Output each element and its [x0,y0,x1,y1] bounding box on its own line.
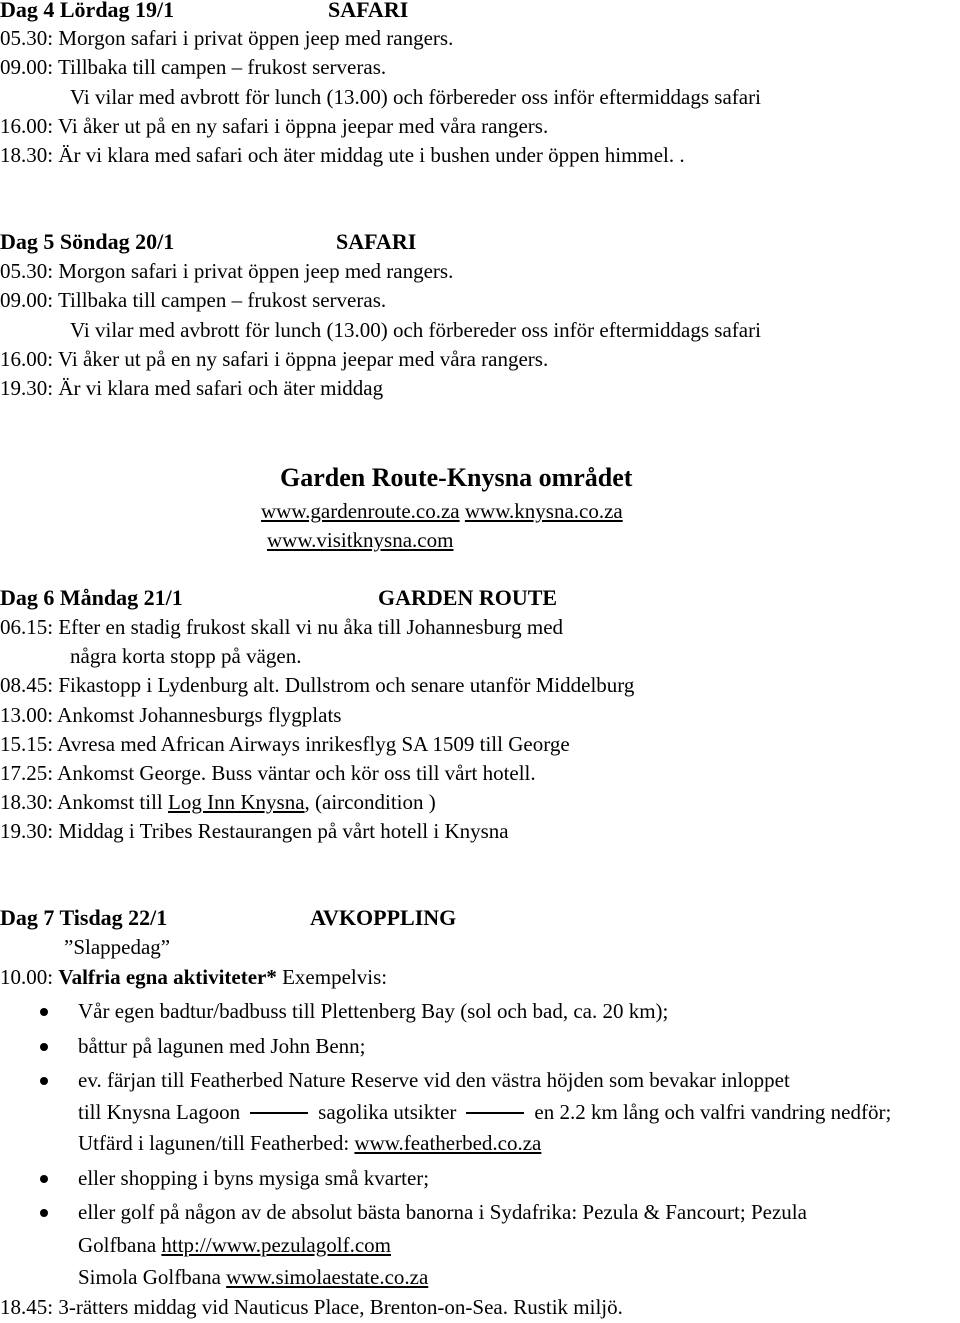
day4-line-2: 09.00: Tillbaka till campen – frukost serveras. [0,55,387,79]
bullet-1 [40,1008,48,1016]
day6-line-8: 19.30: Middag i Tribes Restaurangen på vårt hotell i Knysna [0,819,509,843]
bullet-3 [40,1077,48,1085]
day6-line-7-pre: 18.30: Ankomst till [0,790,169,814]
b3-text-a: till Knysna Lagoon [78,1100,241,1124]
day5-heading-tag: SAFARI [336,229,417,254]
day7-subtitle: ”Slappedag” [64,935,171,959]
bullet-item-1: Vår egen badtur/badbuss till Plettenberg Bay (sol och bad, ca. 20 km); [78,999,669,1023]
day7-activities-line [0,965,387,989]
bullet-2 [40,1043,48,1051]
day4-heading-day: Dag 4 Lördag 19/1 [0,0,175,22]
day6-line-1: 06.15: Efter en stadig frukost skall vi nu åka till Johannesburg med [0,615,564,639]
em-dash-2 [466,1112,524,1114]
day4-line-1: 05.30: Morgon safari i privat öppen jeep med rangers. [0,26,454,50]
day4-line-4: 16.00: Vi åker ut på en ny safari i öppna jeepar med våra rangers. [0,114,549,138]
bullet-item-2: båttur på lagunen med John Benn; [78,1034,366,1058]
b5-l3-pre: Simola Golfbana [78,1265,227,1289]
bullet-item-5-line-1: eller golf på någon av de absolut bästa banorna i Sydafrika: Pezula & Fancourt; Pezula [78,1200,807,1224]
day5-line-4: 16.00: Vi åker ut på en ny safari i öppna jeepar med våra rangers. [0,347,549,371]
b5-l2-pre: Golfbana [78,1233,162,1257]
day5-line-5: 19.30: Är vi klara med safari och äter middag [0,376,384,400]
day5-heading-day: Dag 5 Söndag 20/1 [0,229,175,254]
day4-line-3: Vi vilar med avbrott för lunch (13.00) och förbereder oss inför eftermiddags safari [70,85,761,109]
day6-line-7 [0,790,436,814]
day5-line-2: 09.00: Tillbaka till campen – frukost serveras. [0,288,387,312]
day6-heading-tag: GARDEN ROUTE [378,585,558,610]
bullet-item-3-line-1: ev. färjan till Featherbed Nature Reserve vid den västra höjden som bevakar inloppet [78,1068,790,1092]
day4-heading [0,0,174,22]
garden-route-title: Garden Route-Knysna området [280,463,633,492]
b3-text-c: en 2.2 km lång och valfri vandring nedför; [534,1100,892,1124]
day6-line-5: 15.15: Avresa med African Airways inrikesflyg SA 1509 till George [0,732,570,756]
day5-line-1: 05.30: Morgon safari i privat öppen jeep med rangers. [0,259,454,283]
bullet-item-3-line-3 [78,1131,541,1155]
em-dash-1 [250,1112,308,1114]
visitknysna-link[interactable]: www.visitknysna.com [267,528,454,552]
bullet-item-5-line-2 [78,1233,391,1257]
day7-heading-day: Dag 7 Tisdag 22/1 [0,905,168,930]
bullet-item-3-line-2 [78,1100,891,1124]
day4-heading-tag: SAFARI [328,0,409,22]
log-inn-knysna-link[interactable]: Log Inn Knysna [168,790,305,814]
day4-line-5: 18.30: Är vi klara med safari och äter middag ute i bushen under öppen himmel. . [0,143,685,167]
bullet-4 [40,1175,48,1183]
pezulagolf-link[interactable]: http://www.pezulagolf.com [161,1233,391,1257]
day6-line-2: några korta stopp på vägen. [70,644,302,668]
day7-last-line: 18.45: 3-rätters middag vid Nauticus Place, Brenton-on-Sea. Rustik miljö. [0,1295,623,1319]
b3-text-b: sagolika utsikter [318,1100,457,1124]
simolaestate-link[interactable]: www.simolaestate.co.za [226,1265,429,1289]
gardenroute-link[interactable]: www.gardenroute.co.za [261,499,460,523]
garden-links-row [261,499,623,523]
day7-activities-bold: Valfria egna aktiviteter* [58,965,277,989]
day6-line-6: 17.25: Ankomst George. Buss väntar och kör oss till vårt hotell. [0,761,536,785]
day7-activities-rest: Exempelvis: [276,965,388,989]
day6-line-3: 08.45: Fikastopp i Lydenburg alt. Dullstrom och senare utanför Middelburg [0,673,635,697]
day7-heading-tag: AVKOPPLING [310,905,457,930]
day5-line-3: Vi vilar med avbrott för lunch (13.00) och förbereder oss inför eftermiddags safari [70,318,761,342]
featherbed-link[interactable]: www.featherbed.co.za [354,1131,542,1155]
day6-heading-day: Dag 6 Måndag 21/1 [0,585,183,610]
bullet-item-5-line-3 [78,1265,428,1289]
knysna-link[interactable]: www.knysna.co.za [464,499,623,523]
bullet-item-4: eller shopping i byns mysiga små kvarter; [78,1166,430,1190]
day6-line-7-post: , (aircondition ) [304,790,436,814]
day6-line-4: 13.00: Ankomst Johannesburgs flygplats [0,703,342,727]
day7-time: 10.00: [0,965,59,989]
b3-l3-pre: Utfärd i lagunen/till Featherbed: [78,1131,355,1155]
bullet-5 [40,1209,48,1217]
